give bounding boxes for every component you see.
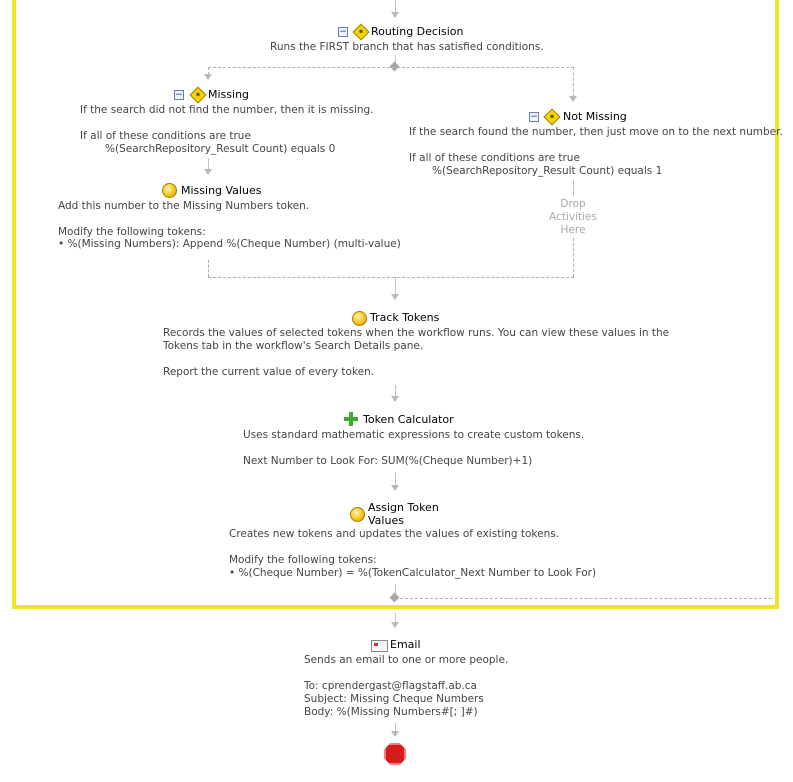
collapse-toggle[interactable]: − [530,112,538,122]
connector-arrow [204,169,212,175]
track-tokens-title[interactable]: Track Tokens [370,311,440,324]
loop-line [400,598,772,599]
condition-header: If all of these conditions are true [409,152,580,164]
modify-item: • %(Missing Numbers): Append %(Cheque Number) (multi-value) [58,238,401,250]
modify-header: Modify the following tokens: [58,226,206,238]
track-tokens-report: Report the current value of every token. [163,366,375,378]
branch-line [208,260,209,277]
merge-line [208,277,574,278]
connector-arrow [391,396,399,402]
email-to: To: cprendergast@flagstaff.ab.ca [304,680,477,692]
branch-line [573,67,574,97]
connector-arrow [391,485,399,491]
connector-arrow [391,12,399,18]
missing-values-desc: Add this number to the Missing Numbers token. [58,200,310,212]
connector [395,277,396,295]
email-desc: Sends an email to one or more people. [304,654,509,666]
token-calculator-desc: Uses standard mathematic expressions to create custom tokens. [243,429,585,441]
condition: %(SearchRepository_Result Count) equals 0 [105,143,336,155]
connector-arrow [391,622,399,628]
email-subject: Subject: Missing Cheque Numbers [304,693,484,705]
collapse-toggle[interactable]: − [175,90,183,100]
connector [573,180,574,196]
modify-item: • %(Cheque Number) = %(TokenCalculator_Next Number to Look For) [229,567,597,579]
branch-line [208,67,574,68]
modify-header: Modify the following tokens: [229,554,377,566]
email-body: Body: %(Missing Numbers#[; ]#) [304,706,478,718]
calculator-icon [344,412,358,426]
condition-header: If all of these conditions are true [80,130,251,142]
not-missing-branch-desc: If the search found the number, then just move on to the next number. [409,126,783,138]
assign-token-title[interactable]: Assign Token [368,501,439,514]
track-tokens-desc: Tokens tab in the workflow's Search Details pane. [163,340,424,352]
connector-arrow [569,96,577,102]
drop-zone-line: Drop [560,198,586,210]
drop-activities-zone[interactable] [543,198,603,237]
token-calculator-title[interactable]: Token Calculator [363,413,454,426]
missing-values-title[interactable]: Missing Values [181,184,262,197]
drop-zone-line: Activities [549,211,597,223]
email-title[interactable]: Email [390,638,421,651]
track-tokens-icon [352,311,367,326]
assign-token-desc: Creates new tokens and updates the values of existing tokens. [229,528,560,540]
stop-icon[interactable] [384,743,406,765]
connector-arrow [391,731,399,737]
token-icon [350,507,365,522]
track-tokens-desc: Records the values of selected tokens when the workflow runs. You can view these values in the [163,327,670,339]
not-missing-branch-title[interactable]: Not Missing [563,110,627,123]
connector [395,472,396,486]
missing-branch-desc: If the search did not find the number, then it is missing. [80,104,374,116]
email-icon [371,640,388,652]
collapse-toggle[interactable]: − [339,27,347,37]
missing-branch-title[interactable]: Missing [208,88,250,101]
connector-arrow [391,294,399,300]
routing-decision-title[interactable]: Routing Decision [371,25,464,38]
drop-zone-line: Here [560,224,586,236]
branch-line [573,238,574,277]
condition: %(SearchRepository_Result Count) equals 1 [432,165,663,177]
token-icon [162,183,177,198]
assign-token-title[interactable]: Values [368,514,404,527]
token-calculator-expr: Next Number to Look For: SUM(%(Cheque Number)+1) [243,455,533,467]
routing-decision-desc: Runs the FIRST branch that has satisfied conditions. [270,41,544,53]
connector-arrow [204,74,212,80]
